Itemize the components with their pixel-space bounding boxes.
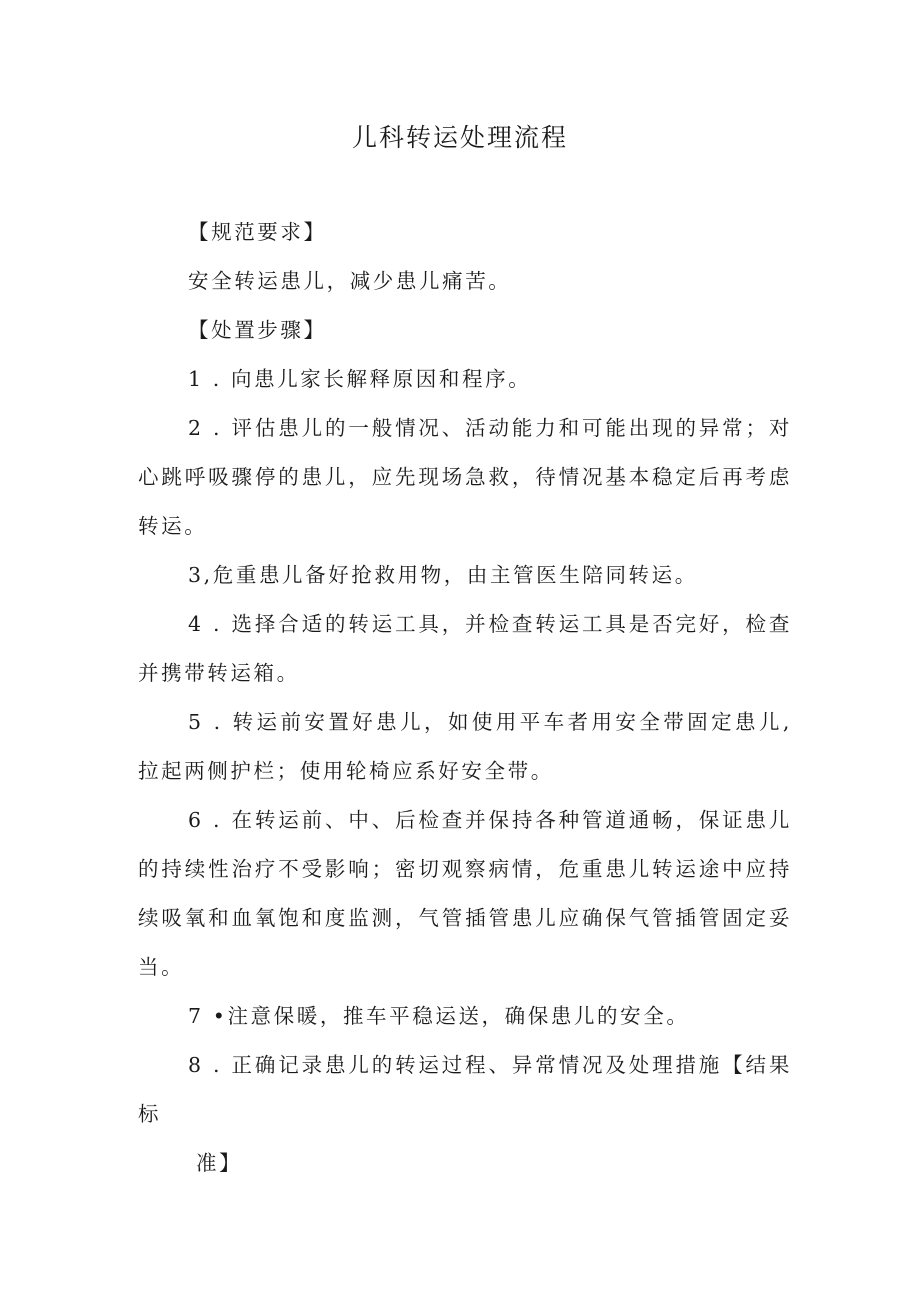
step-8: 8 . 正确记录患儿的转运过程、异常情况及处理措施【结果标 bbox=[138, 1053, 792, 1126]
step-6: 6 . 在转运前、中、后检查并保持各种管道通畅，保证患儿的持续性治疗不受影响；密切观察病情，危重患儿转运途中应持续吸氧和血氧饱和度监测，气管插管患儿应确保气管插管固定妥当。 bbox=[138, 808, 792, 979]
document-body bbox=[138, 208, 792, 1188]
requirement-paragraph: 安全转运患儿，减少患儿痛苦。 bbox=[188, 269, 512, 293]
step-4: 4 . 选择合适的转运工具，并检查转运工具是否完好，检查并携带转运箱。 bbox=[138, 612, 792, 685]
step-3: 3,危重患儿备好抢救用物，由主管医生陪同转运。 bbox=[188, 563, 698, 587]
page-title: 儿科转运处理流程 bbox=[351, 123, 568, 152]
section-heading-steps: 【处置步骤】 bbox=[188, 318, 327, 342]
step-7: 7 •注意保暖，推车平稳运送，确保患儿的安全。 bbox=[188, 1004, 690, 1028]
section-heading-requirements: 【规范要求】 bbox=[188, 220, 327, 244]
step-5: 5 . 转运前安置好患儿，如使用平车者用安全带固定患儿,拉起两侧护栏；使用轮椅应系好安全带。 bbox=[138, 710, 792, 783]
step-2: 2 . 评估患儿的一般情况、活动能力和可能出现的异常；对心跳呼吸骤停的患儿，应先现场急救，待情况基本稳定后再考虑转运。 bbox=[138, 416, 792, 538]
trailing-fragment: 准】 bbox=[196, 1151, 243, 1175]
step-1: 1 . 向患儿家长解释原因和程序。 bbox=[188, 367, 532, 391]
